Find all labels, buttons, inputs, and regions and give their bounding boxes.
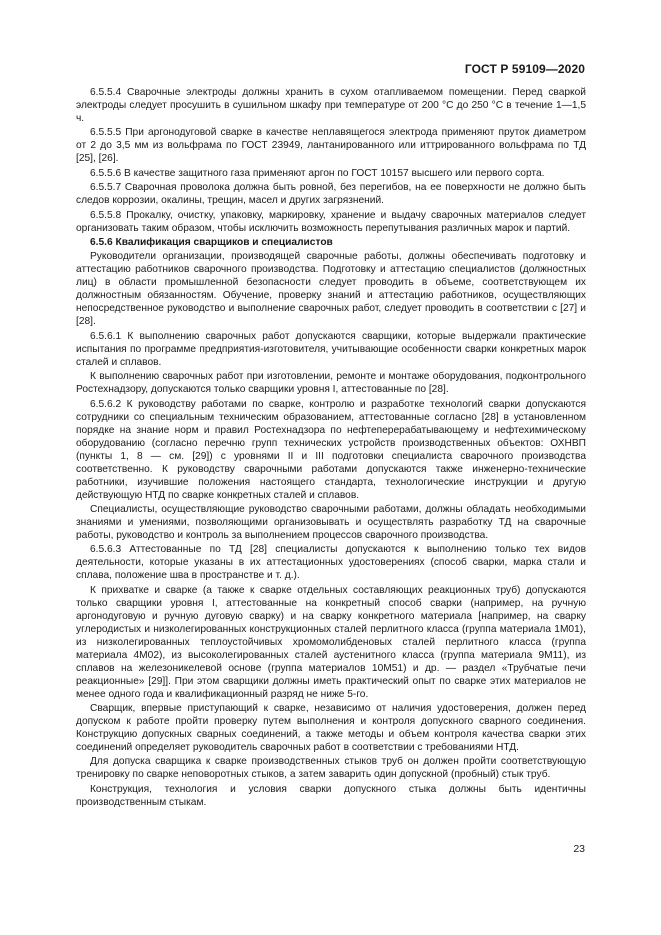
paragraph-6-5-6-3: 6.5.6.3 Аттестованные по ТД [28] специалисты допускаются к выполнению только тех видов деятельности, которые указаны в их аттестационных удостоверениях (способ сварки, марка стали и сплава, положение шва в пространстве и т. д.). — [76, 544, 586, 582]
paragraph: Сварщик, впервые приступающий к сварке, независимо от наличия удостоверения, должен перед допуском к работе пройти проверку путем выполнения и контроля допускного сварного соединения. Конструкцию допускных сварных соединений, а также методы и объем контроля качества сварки этих соединений определяет руководитель сварочных работ в соответствии с требованиями НТД. — [76, 703, 586, 754]
paragraph: К выполнению сварочных работ при изготовлении, ремонте и монтаже оборудования, подконтрольного Ростехнадзору, допускаются только сварщики уровня I, аттестованные по [28]. — [76, 371, 586, 396]
paragraph-6-5-6-2: 6.5.6.2 К руководству работами по сварке, контролю и разработке технологий сварки допускаются сотрудники со специальным техническим образованием, аттестованные согласно [28] в установленном порядке на знание норм и правил Ростехнадзора по нефтеперерабатывающему и нефтехимическому оборудованию (согласно перечню групп технических устройств производственных объектов: ОХНВП (пункты 1, 8 — см. [29]) с уровнями II и III подготовки специалиста сварочного производства соответственно. К руководству сварочными работами допускаются также инженерно-технические работники, изучившие положения настоящего стандарта, технологические инструкции и другую действующую НТД по сварке конкретных сталей и сплавов. — [76, 398, 586, 501]
paragraph-6-5-5-7: 6.5.5.7 Сварочная проволока должна быть ровной, без перегибов, на ее поверхности не должно быть следов коррозии, окалины, трещин, масел и других загрязнений. — [76, 182, 586, 207]
paragraph-6-5-5-8: 6.5.5.8 Прокалку, очистку, упаковку, маркировку, хранение и выдачу сварочных материалов следует организовать таким образом, чтобы исключить возможность перепутывания различных марок и партий. — [76, 209, 586, 234]
paragraph: К прихватке и сварке (а также к сварке отдельных составляющих реакционных труб) допускаются только сварщики уровня I, аттестованные на конкретный способ сварки (например, на ручную аргонодуговую и ручную дуговую сварку) и на сварку конкретного материала [например, на сварку углеродистых и низколегированных конструкционных сталей перлитного класса (группа материала 1М01), из низколегированных теплоустойчивых хромомолибденовых сталей перлитного класса (группа материала 4М02), из высоколегированных сталей аустенитного класса (группа материала 9М11), из сплавов на железоникелевой основе (группа материалов 10М51) и др. — раздел «Трубчатые печи реакционные» [29]]. При этом сварщики должны иметь практический опыт по сварке этих материалов не менее одного года и квалификационный разряд не ниже 5-го. — [76, 584, 586, 700]
paragraph: Конструкция, технология и условия сварки допускного стыка должны быть идентичны производственным стыкам. — [76, 783, 586, 808]
document-body — [76, 86, 586, 810]
paragraph-6-5-5-6: 6.5.5.6 В качестве защитного газа применяют аргон по ГОСТ 10157 высшего или первого сорта. — [90, 167, 545, 179]
page-number: 23 — [573, 843, 585, 855]
paragraph-6-5-5-5: 6.5.5.5 При аргонодуговой сварке в качестве неплавящегося электрода применяют пруток диаметром от 2 до 3,5 мм из вольфрама по ГОСТ 23949, лантанированного или иттрированного вольфрама по ТД [25], [26]. — [76, 127, 586, 165]
paragraph: Специалисты, осуществляющие руководство сварочными работами, должны обладать необходимыми знаниями и умениями, позволяющими организовывать и осуществлять разработку ТД на сварочные работы, руководство и контроль за выполнением процессов сварочного производства. — [76, 503, 586, 541]
paragraph: Руководители организации, производящей сварочные работы, должны обеспечивать подготовку и аттестацию работников сварочного производства. Подготовку и аттестацию специалистов (должностных лиц) в области промышленной безопасности следует проводить в объеме, соответствующем их должностным обязанностям. Обучение, проверку знаний и аттестацию работников, осуществляющих непосредственное руководство и выполнение сварочных работ, следует проводить в соответствии с [27] и [28]. — [76, 251, 586, 328]
paragraph-6-5-5-4: 6.5.5.4 Сварочные электроды должны хранить в сухом отапливаемом помещении. Перед сваркой электроды следует просушить в сушильном шкафу при температуре от 200 °С до 250 °С в течение 1—1,5 ч. — [76, 87, 586, 124]
document-code-header: ГОСТ Р 59109—2020 — [464, 62, 585, 76]
paragraph-6-5-6-1: 6.5.6.1 К выполнению сварочных работ допускаются сварщики, которые выдержали практические испытания по программе предприятия-изготовителя, учитывающие особенности сварки конкретных марок сталей и сплавов. — [76, 330, 586, 368]
paragraph: Для допуска сварщика к сварке производственных стыков труб он должен пройти соответствующую тренировку по сварке неповоротных стыков, а затем заварить один допускной (пробный) стык труб. — [76, 756, 586, 781]
section-heading-6-5-6: 6.5.6 Квалификация сварщиков и специалистов — [90, 236, 333, 248]
